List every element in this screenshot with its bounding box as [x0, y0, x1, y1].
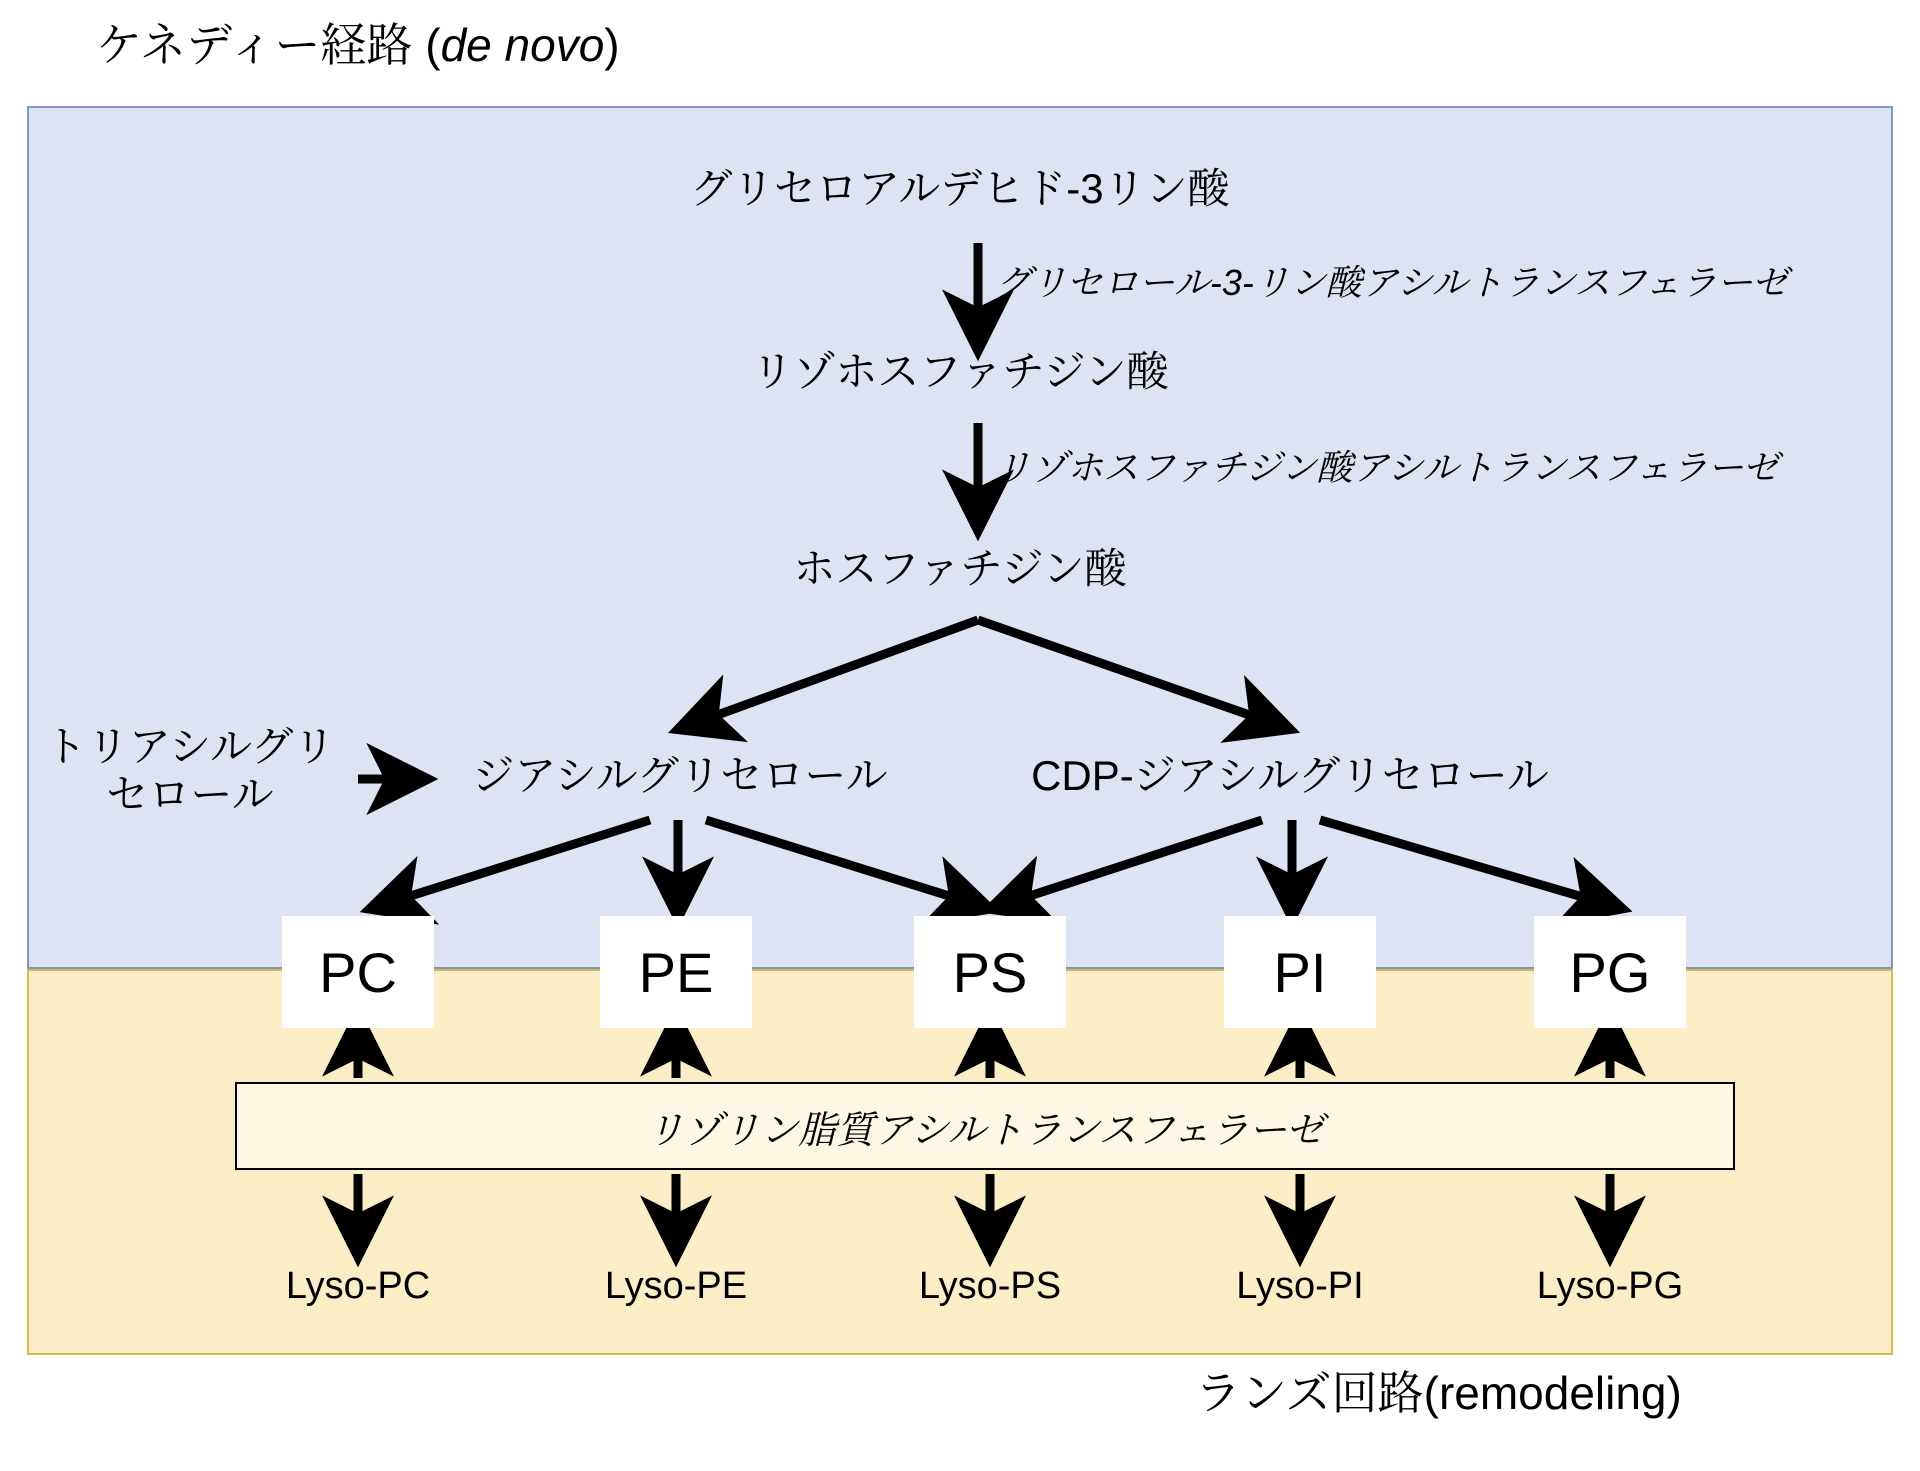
node-lysophosphatidic-acid: リゾホスファチジン酸	[751, 348, 1169, 395]
diagram-title-lands: ランズ回路(remodeling)	[1195, 1367, 1682, 1419]
title-kennedy-main: ケネディー経路	[96, 19, 426, 71]
node-glyceraldehyde-3-phosphate: グリセロアルデヒド-3リン酸	[690, 165, 1230, 212]
enzyme-lpaat-label: リゾホスファチジン酸アシルトランスフェラーゼ	[995, 447, 1779, 488]
node-triacylglycerol: トリアシルグリセロール	[44, 723, 336, 819]
lipid-box-pg: PG	[1534, 916, 1686, 1028]
label-lyso-pe: Lyso-PE	[604, 1265, 748, 1307]
label-lyso-pg: Lyso-PG	[1536, 1265, 1684, 1307]
lipid-box-pi: PI	[1224, 916, 1376, 1028]
panel-kennedy-pathway	[27, 106, 1893, 969]
enzyme-gpat-label: グリセロール-3-リン酸アシルトランスフェラーゼ	[995, 262, 1788, 303]
label-lyso-ps: Lyso-PS	[918, 1265, 1062, 1307]
lipid-box-ps: PS	[914, 916, 1066, 1028]
node-diacylglycerol: ジアシルグリセロール	[472, 752, 888, 799]
label-lyso-pc: Lyso-PC	[285, 1265, 431, 1307]
node-cdp-diacylglycerol: CDP-ジアシルグリセロール	[1031, 752, 1549, 799]
enzyme-box-lplat: リゾリン脂質アシルトランスフェラーゼ	[235, 1082, 1735, 1170]
node-phosphatidic-acid: ホスファチジン酸	[793, 545, 1127, 592]
lipid-box-pc: PC	[282, 916, 434, 1028]
diagram-title-kennedy	[96, 20, 620, 71]
lipid-box-pe: PE	[600, 916, 752, 1028]
title-kennedy-italic: de novo	[440, 19, 605, 71]
label-lyso-pi: Lyso-PI	[1236, 1265, 1364, 1307]
title-kennedy-paren-close: )	[604, 19, 620, 71]
title-kennedy-paren-open: (	[425, 19, 441, 71]
